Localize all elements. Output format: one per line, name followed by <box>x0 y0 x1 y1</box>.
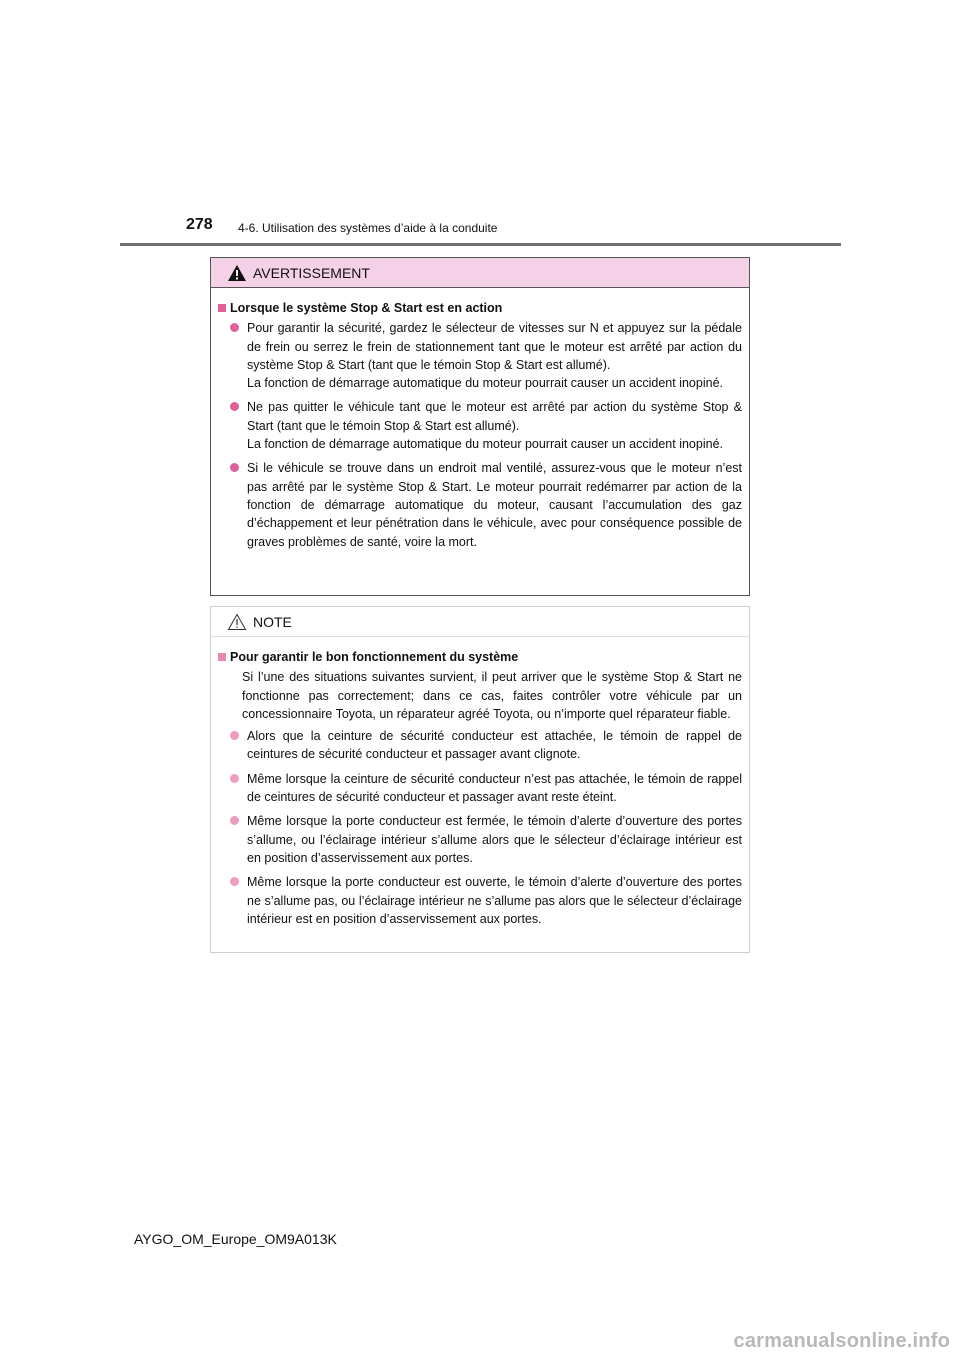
list-item-text: Alors que la ceinture de sécurité conducteur est attachée, le témoin de rappel de ceintures de sécurité conducteur et passager avant clignote. <box>247 729 742 762</box>
list-item-text: Si le véhicule se trouve dans un endroit mal ventilé, assurez-vous que le moteur n’est pas arrêté par le système Stop & Start. Le moteur pourrait redémarrer par action de la fonction de démarrage automatique du moteur, causant l’accumulation des gaz d’échappement et leur pénétration dans le véhicule, avec pour conséquence possible de graves problèmes de santé, voire la mort. <box>247 461 742 549</box>
warning-box-body <box>211 288 749 551</box>
warning-triangle-icon <box>227 264 247 282</box>
warning-box-title: AVERTISSEMENT <box>253 264 370 281</box>
square-bullet-icon <box>218 304 226 312</box>
header-rule <box>120 243 841 246</box>
note-section-heading <box>218 648 742 666</box>
list-item-text: Pour garantir la sécurité, gardez le sélecteur de vitesses sur N et appuyez sur la pédale de frein ou serrez le frein de stationnement tant que le moteur est arrêté par action du système Stop & Start (tant que le témoin Stop & Start est allumé). <box>247 321 742 372</box>
round-bullet-icon <box>230 323 239 332</box>
warning-section-heading <box>218 299 742 317</box>
note-box-title: NOTE <box>253 613 292 630</box>
list-item-text: Même lorsque la porte conducteur est ouverte, le témoin d’alerte d’ouverture des portes ne s’allume pas, ou l’éclairage intérieur ne s’allume pas alors que le sélecteur d’éclairage intérieur est en position d’asservissement aux portes. <box>247 875 742 926</box>
watermark: carmanualsonline.info <box>733 1330 950 1352</box>
list-item <box>218 873 742 928</box>
warning-box-header <box>211 258 749 288</box>
note-box <box>210 606 750 953</box>
list-item <box>218 727 742 764</box>
note-section-title: Pour garantir le bon fonctionnement du système <box>230 650 519 664</box>
list-item-text: La fonction de démarrage automatique du moteur pourrait causer un accident inopiné. <box>247 376 723 391</box>
round-bullet-icon <box>230 877 239 886</box>
page-number: 278 <box>186 216 213 233</box>
round-bullet-icon <box>230 731 239 740</box>
list-item <box>218 770 742 807</box>
note-box-body <box>211 637 749 928</box>
warning-box <box>210 257 750 596</box>
list-item <box>218 398 742 453</box>
list-item <box>218 459 742 550</box>
list-item-text: Même lorsque la porte conducteur est fermée, le témoin d’alerte d’ouverture des portes s’allume, ou l’éclairage intérieur s’allume alors que le sélecteur d’éclairage intérieur est en position d’asservissement aux portes. <box>247 814 742 865</box>
round-bullet-icon <box>230 774 239 783</box>
running-head: 4-6. Utilisation des systèmes d’aide à la conduite <box>238 221 498 235</box>
list-item-text: Ne pas quitter le véhicule tant que le moteur est arrêté par action du système Stop & Start (tant que le témoin Stop & Start est allumé). <box>247 400 742 433</box>
note-intro: Si l’une des situations suivantes survient, il peut arriver que le système Stop & Start ne fonctionne pas correctement; dans ce cas, faites contrôler votre véhicule par un concessionnaire Toyota, un réparateur agréé Toyota, ou n’importe quel réparateur fiable. <box>242 670 742 721</box>
round-bullet-icon <box>230 816 239 825</box>
note-box-header <box>211 607 749 637</box>
list-item <box>218 812 742 867</box>
round-bullet-icon <box>230 402 239 411</box>
list-item-text: Même lorsque la ceinture de sécurité conducteur n’est pas attachée, le témoin de rappel de ceintures de sécurité conducteur et passager avant reste éteint. <box>247 771 742 805</box>
list-item <box>218 319 742 392</box>
document-code: AYGO_OM_Europe_OM9A013K <box>134 1231 337 1247</box>
round-bullet-icon <box>230 463 239 472</box>
caution-triangle-outline-icon <box>227 613 247 631</box>
warning-section-title: Lorsque le système Stop & Start est en action <box>230 301 503 315</box>
list-item-text: La fonction de démarrage automatique du moteur pourrait causer un accident inopiné. <box>247 437 723 452</box>
square-bullet-icon <box>218 653 226 661</box>
